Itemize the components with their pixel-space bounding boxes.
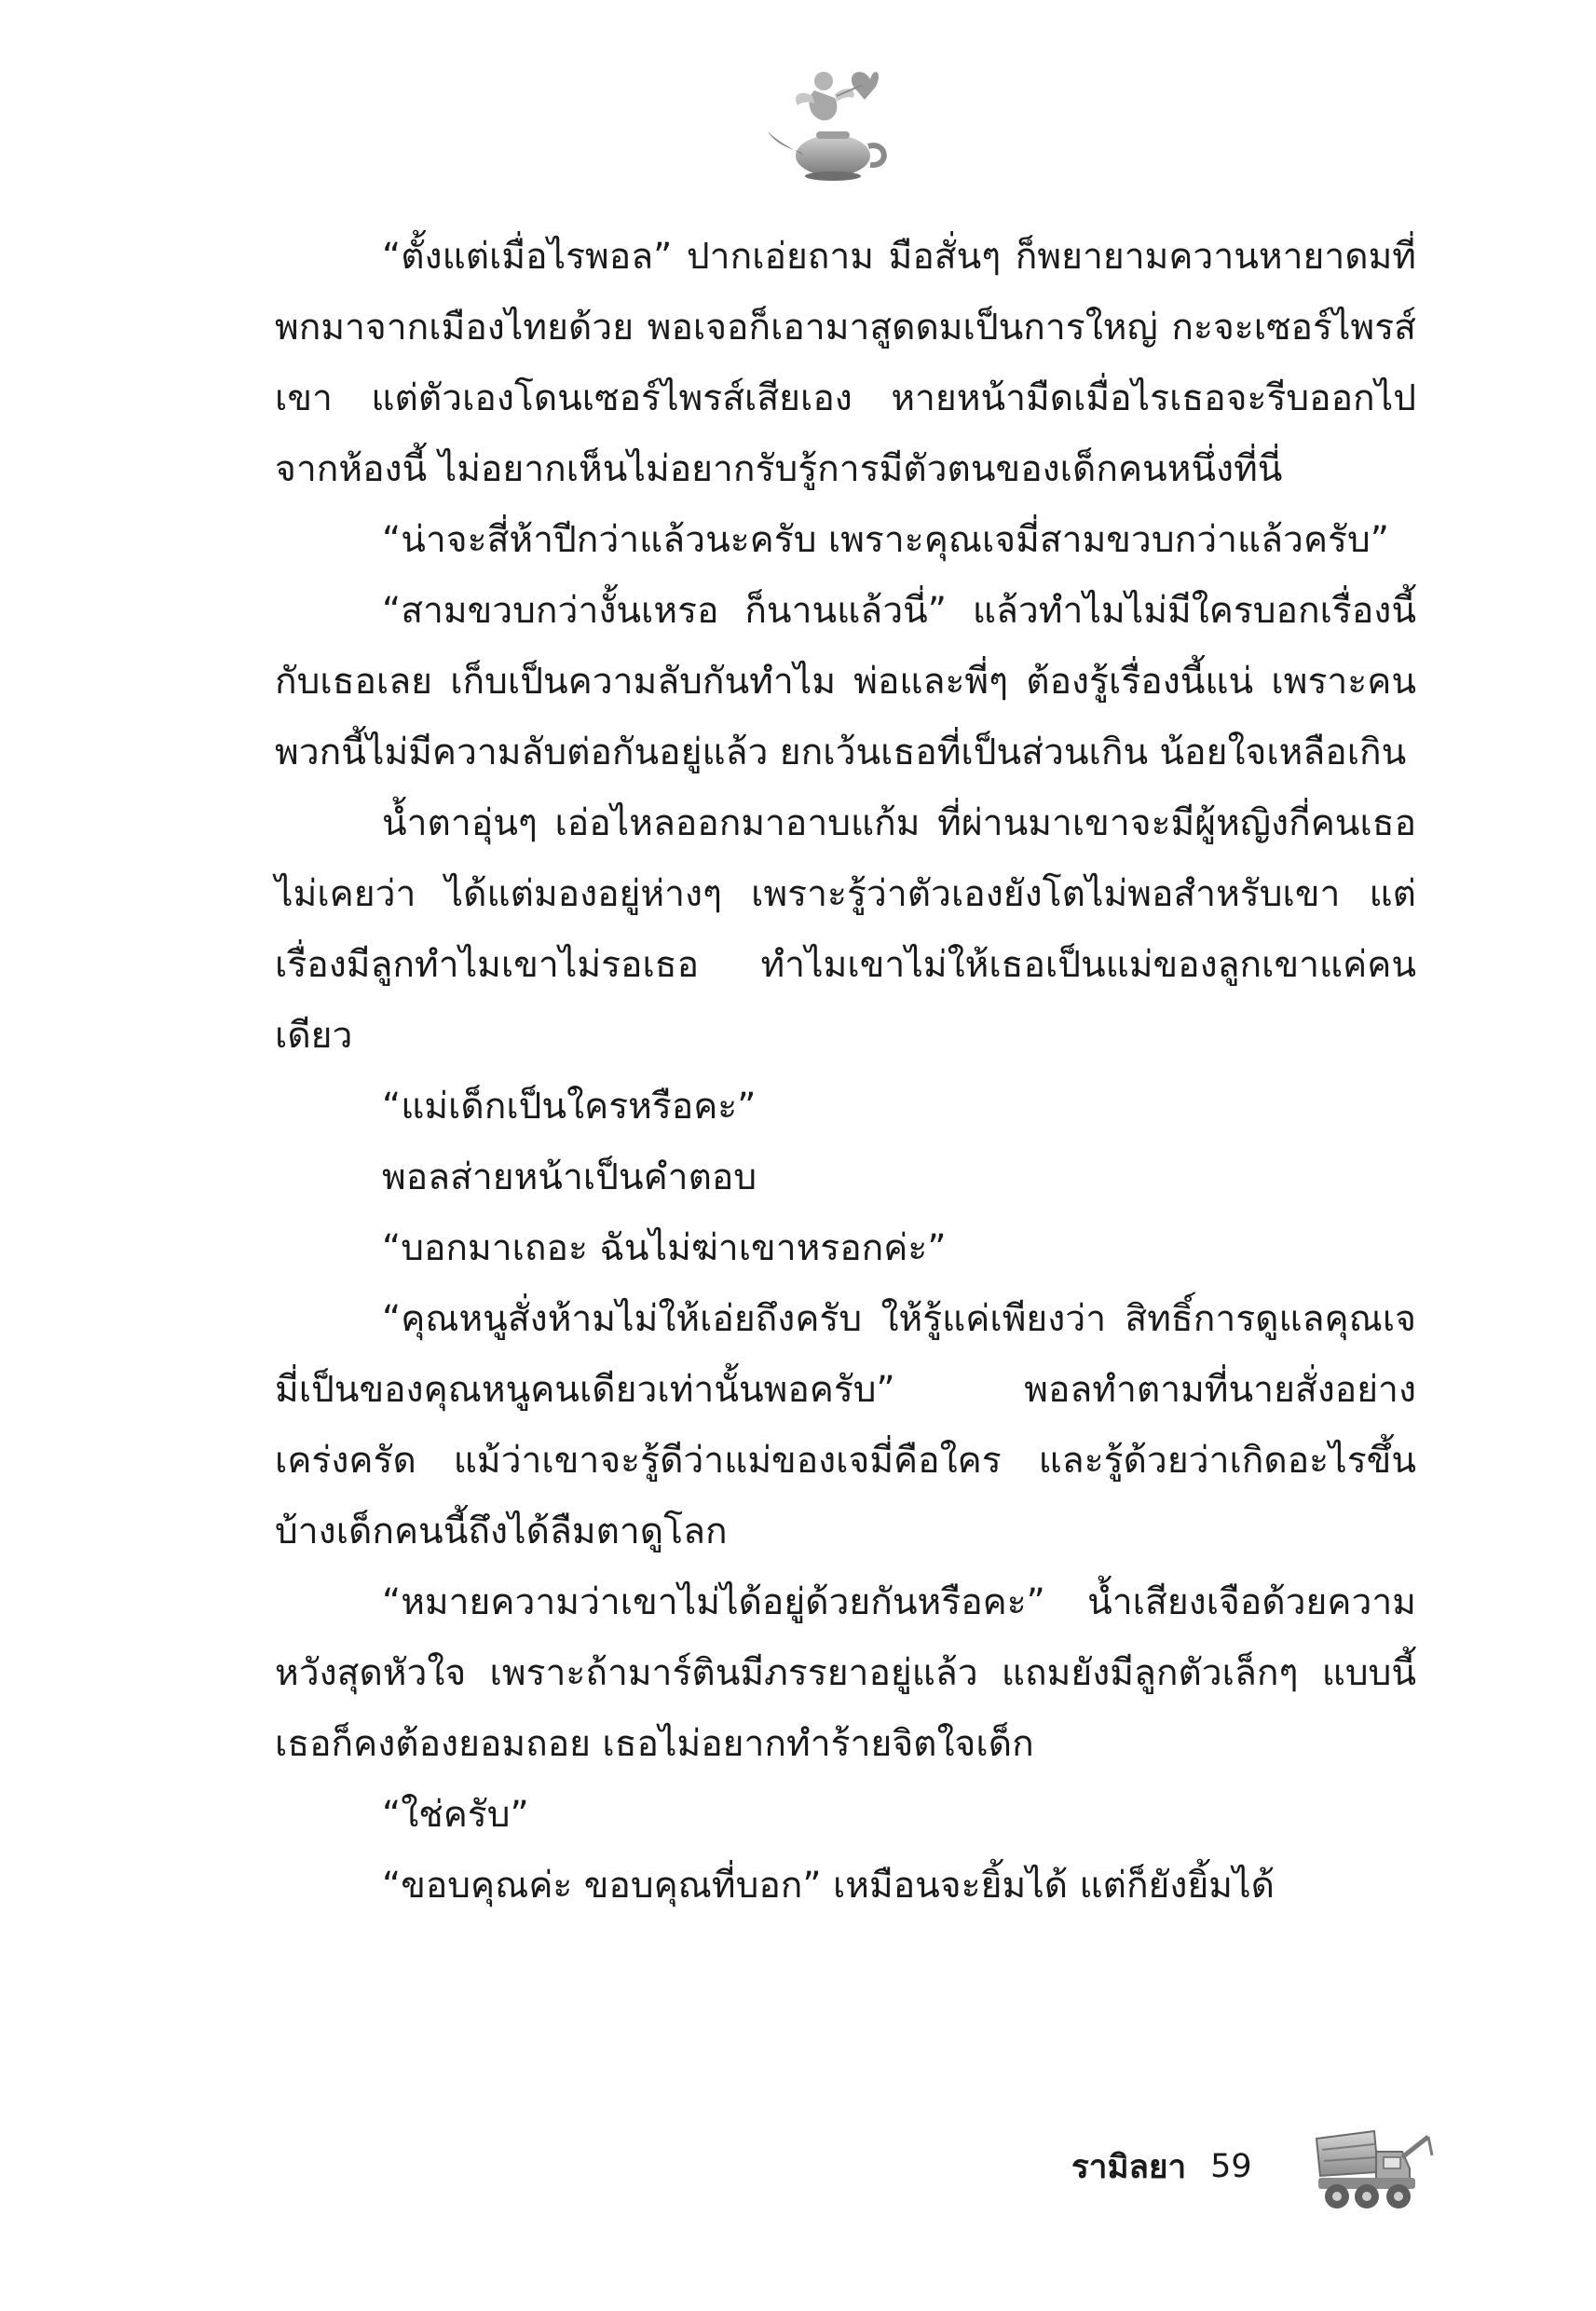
teapot-cupid-icon bbox=[760, 51, 900, 191]
page-number: 59 bbox=[1210, 2148, 1252, 2185]
body-text bbox=[275, 222, 1416, 1921]
page-footer bbox=[1071, 2139, 1252, 2195]
paragraph: “บอกมาเถอะ ฉันไม่ฆ่าเขาหรอกค่ะ” bbox=[382, 1227, 947, 1269]
toy-truck-icon bbox=[1309, 2111, 1439, 2222]
paragraph: “ขอบคุณค่ะ ขอบคุณที่บอก” เหมือนจะยิ้มได้ แต่ก็ยังยิ้มได้ bbox=[382, 1865, 1275, 1907]
paragraph: “คุณหนูสั่งห้ามไม่ให้เอ่ยถึงครับ ให้รู้แค่เพียงว่า สิทธิ์การดูแลคุณเจมี่เป็นของคุณหนูคนเดียวเท่านั้นพอครับ” พอลทำตามที่นายสั่งอย่างเคร่งครัด แม้ว่าเขาจะรู้ดีว่าแม่ของเจมี่คือใคร และรู้ด้วยว่าเกิดอะไรขึ้นบ้างเด็กคนนี้ถึงได้ลืมตาดูโลก bbox=[275, 1298, 1416, 1552]
paragraph: “น่าจะสี่ห้าปีกว่าแล้วนะครับ เพราะคุณเจมี่สามขวบกว่าแล้วครับ” bbox=[382, 519, 1389, 561]
paragraph: “หมายความว่าเขาไม่ได้อยู่ด้วยกันหรือคะ” น้ำเสียงเจือด้วยความหวังสุดหัวใจ เพราะถ้ามาร์ตินมีภรรยาอยู่แล้ว แถมยังมีลูกตัวเล็กๆ แบบนี้ เธอก็คงต้องยอมถอย เธอไม่อยากทำร้ายจิตใจเด็ก bbox=[275, 1581, 1416, 1765]
footer-author: รามิลยา bbox=[1071, 2148, 1187, 2186]
paragraph: “ใช่ครับ” bbox=[382, 1794, 529, 1836]
paragraph: “แม่เด็กเป็นใครหรือคะ” bbox=[382, 1086, 757, 1128]
paragraph: “ตั้งแต่เมื่อไรพอล” ปากเอ่ยถาม มือสั่นๆ ก็พยายามควานหายาดมที่พกมาจากเมืองไทยด้วย พอเจอก็เอามาสูดดมเป็นการใหญ่ กะจะเซอร์ไพรส์เขา แต่ตัวเองโดนเซอร์ไพรส์เสียเอง หายหน้ามืดเมื่อไรเธอจะรีบออกไปจากห้องนี้ ไม่อยากเห็นไม่อยากรับรู้การมีตัวตนของเด็กคนหนึ่งที่นี่ bbox=[275, 236, 1416, 490]
paragraph: “สามขวบกว่างั้นเหรอ ก็นานแล้วนี่” แล้วทำไมไม่มีใครบอกเรื่องนี้กับเธอเลย เก็บเป็นความลับกันทำไม พ่อและพี่ๆ ต้องรู้เรื่องนี้แน่ เพราะคนพวกนี้ไม่มีความลับต่อกันอยู่แล้ว ยกเว้นเธอที่เป็นส่วนเกิน น้อยใจเหลือเกิน bbox=[275, 590, 1416, 773]
paragraph: พอลส่ายหน้าเป็นคำตอบ bbox=[382, 1156, 757, 1198]
paragraph: น้ำตาอุ่นๆ เอ่อไหลออกมาอาบแก้ม ที่ผ่านมาเขาจะมีผู้หญิงกี่คนเธอไม่เคยว่า ได้แต่มองอยู่ห่างๆ เพราะรู้ว่าตัวเองยังโตไม่พอสำหรับเขา แต่เรื่องมีลูกทำไมเขาไม่รอเธอ ทำไมเขาไม่ให้เธอเป็นแม่ของลูกเขาแค่คนเดียว bbox=[275, 802, 1416, 1057]
